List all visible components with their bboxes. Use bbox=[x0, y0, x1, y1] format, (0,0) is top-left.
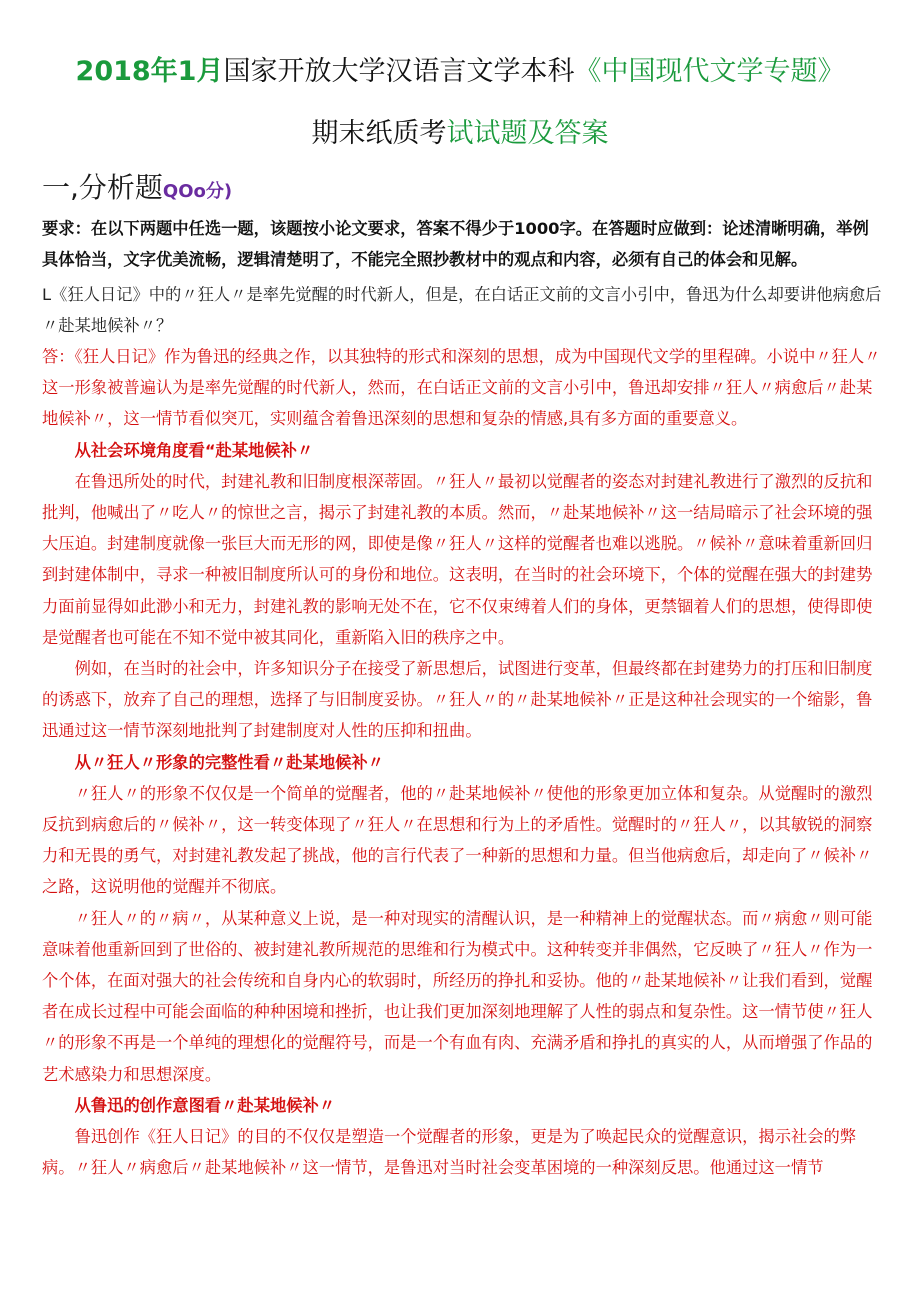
section-score: QOo分) bbox=[162, 181, 233, 202]
paragraph: 在鲁迅所处的时代，封建礼教和旧制度根深蒂固。〃狂人〃最初以觉醒者的姿态对封建礼教进行了激烈的反抗和批判，他喊出了〃吃人〃的惊世之言，揭示了封建礼教的本质。然而，〃赴某地候补〃这一结局暗示了社会环境的强大压迫。封建制度就像一张巨大而无形的网，即使是像〃狂人〃这样的觉醒者也难以逃脱。〃候补〃意味着重新回归到封建体制中，寻求一种被旧制度所认可的身份和地位。这表明，在当时的社会环境下，个体的觉醒在强大的封建势力面前显得如此渺小和无力，封建礼教的影响无处不在，它不仅束缚着人们的身体，更禁锢着人们的思想，使得即使是觉醒者也可能在不知不觉中被其同化，重新陷入旧的秩序之中。 bbox=[42, 471, 873, 647]
section-label: 一,分析题 bbox=[42, 171, 163, 204]
title-institution: 国家开放大学汉语言文学本科 bbox=[223, 56, 575, 87]
paragraph: 〃狂人〃的形象不仅仅是一个简单的觉醒者，他的〃赴某地候补〃使他的形象更加立体和复杂。从觉醒时的激烈反抗到病愈后的〃候补〃，这一转变体现了〃狂人〃在思想和行为上的矛盾性。觉醒时的〃狂人〃，以其敏锐的洞察力和无畏的勇气，对封建礼教发起了挑战，他的言行代表了一种新的思想和力量。但当他病愈后，却走向了〃候补〃之路，这说明他的觉醒并不彻底。 bbox=[42, 783, 873, 897]
paragraph: 鲁迅创作《狂人日记》的目的不仅仅是塑造一个觉醒者的形象，更是为了唤起民众的觉醒意识，揭示社会的弊病。〃狂人〃病愈后〃赴某地候补〃这一情节，是鲁迅对当时社会变革困境的一种深刻反思。他通过这一情节 bbox=[42, 1127, 857, 1178]
title-exam-type: 期末纸质考 bbox=[311, 118, 447, 149]
paragraph: 〃狂人〃的〃病〃，从某种意义上说，是一种对现实的清醒认识，是一种精神上的觉醒状态。而〃病愈〃则可能意味着他重新回到了世俗的、被封建礼教所规范的思维和行为模式中。这种转变并非偶然，它反映了〃狂人〃作为一个个体，在面对强大的社会传统和自身内心的软弱时，所经历的挣扎和妥协。他的〃赴某地候补〃让我们看到，觉醒者在成长过程中可能会面临的种种困境和挫折，也让我们更加深刻地理解了人性的弱点和复杂性。这一情节使〃狂人〃的形象不再是一个单纯的理想化的觉醒符号，而是一个有血有肉、充满矛盾和挣扎的真实的人，从而增强了作品的艺术感染力和思想深度。 bbox=[42, 908, 873, 1084]
title-course: 《中国现代文学专题》 bbox=[574, 56, 845, 87]
subheading-social: 从社会环境角度看“赴某地候补〃 bbox=[74, 440, 314, 460]
title-suffix: 试试题及答案 bbox=[446, 118, 609, 149]
title-date: 2018年1月 bbox=[75, 56, 224, 87]
answer-intro: 答：《狂人日记》作为鲁迅的经典之作，以其独特的形式和深刻的思想，成为中国现代文学的里程碑。小说中〃狂人〃这一形象被普遍认为是率先觉醒的时代新人，然而，在白话正文前的文言小引中，鲁迅却安排〃狂人〃病愈后〃赴某地候补〃，这一情节看似突兀，实则蕴含着鲁迅深刻的思想和复杂的情感,具有多方面的重要意义。 bbox=[42, 347, 881, 429]
subheading-character: 从〃狂人〃形象的完整性看〃赴某地候补〃 bbox=[74, 752, 384, 772]
answer-body bbox=[42, 341, 882, 1183]
question-text: L《狂人日记》中的〃狂人〃是率先觉醒的时代新人，但是，在白话正文前的文言小引中，鲁迅为什么却要讲他病愈后〃赴某地候补〃？ bbox=[42, 285, 882, 336]
title-line-1 bbox=[0, 50, 920, 94]
requirement-text: 要求：在以下两题中任选一题，该题按小论文要求，答案不得少于1000字。在答题时应做到：论述清晰明确，举例具体恰当，文字优美流畅，逻辑清楚明了，不能完全照抄教材中的观点和内容，必须有自己的体会和见解。 bbox=[42, 219, 869, 270]
paragraph: 例如，在当时的社会中，许多知识分子在接受了新思想后，试图进行变革，但最终都在封建势力的打压和旧制度的诱惑下，放弃了自己的理想，选择了与旧制度妥协。〃狂人〃的〃赴某地候补〃正是这种社会现实的一个缩影，鲁迅通过这一情节深刻地批判了封建制度对人性的压抑和扭曲。 bbox=[42, 659, 873, 741]
section-heading bbox=[42, 166, 232, 214]
subheading-intent: 从鲁迅的创作意图看〃赴某地候补〃 bbox=[74, 1095, 336, 1115]
title-line-2 bbox=[0, 112, 920, 156]
